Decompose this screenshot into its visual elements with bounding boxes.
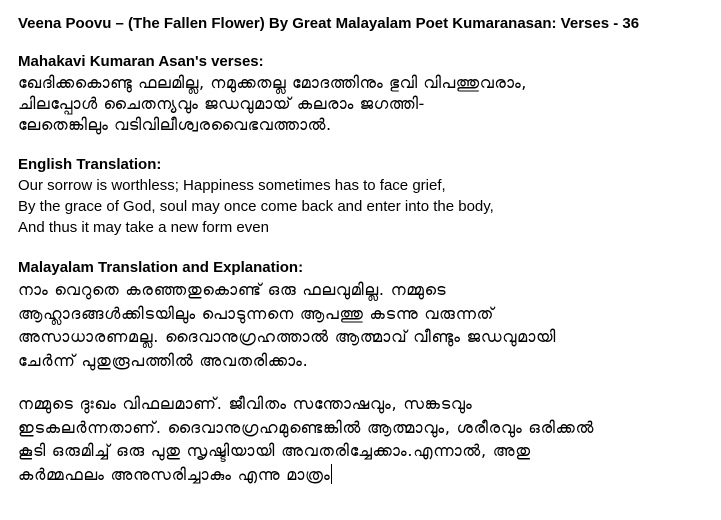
document-body — [18, 14, 713, 486]
malayalam-heading: Malayalam Translation and Explanation: — [18, 259, 304, 276]
english-translation-section — [18, 155, 713, 238]
verses-section — [18, 52, 713, 135]
document-title: Veena Poovu – (The Fallen Flower) By Great Malayalam Poet Kumaranasan: Verses - 36 — [18, 15, 640, 32]
english-heading: English Translation: — [18, 156, 162, 173]
explanation-line: ആഹ്ലാദങ്ങൾക്കിടയിലും പൊടുന്നനെ ആപത്തു കടന്നു വരുന്നത് — [18, 303, 495, 323]
translation-line: And thus it may take a new form even — [18, 219, 269, 236]
explanation-line: നാം വെറുതെ കരഞ്ഞതുകൊണ്ട് ഒരു ഫലവുമില്ല. നമ്മുടെ — [18, 280, 447, 299]
malayalam-explanation-section — [18, 258, 713, 486]
explanation-line: ചേർന്ന് പുതുരൂപത്തിൽ അവതരിക്കാം. — [18, 350, 309, 370]
explanation-line: അസാധാരണമല്ല. ദൈവാനുഗ്രഹത്താൽ ആത്മാവ് വീണ്ടും ജഡവുമായി — [18, 327, 557, 346]
text-cursor — [331, 464, 332, 484]
translation-line: By the grace of God, soul may once come back and enter into the body, — [18, 198, 494, 215]
explanation-line: ഇടകലർന്നതാണ്. ദൈവാനുഗ്രഹമുണ്ടെങ്കിൽ ആത്മാവും, ശരീരവും ഒരിക്കൽ — [18, 417, 595, 437]
spacer — [18, 135, 713, 155]
verses-heading: Mahakavi Kumaran Asan's verses: — [18, 53, 264, 70]
spacer — [18, 34, 713, 52]
spacer — [18, 238, 713, 258]
explanation-last-line[interactable] — [18, 463, 713, 487]
translation-line: Our sorrow is worthless; Happiness sometimes has to face grief, — [18, 177, 446, 194]
verse-line: ലേതെങ്കിലും വടിവിലീശ്വരവൈഭവത്താൽ. — [18, 115, 332, 134]
explanation-line: കൂടി ഒരുമിച്ച് ഒരു പുതു സൃഷ്ടിയായി അവതരിച്ചേക്കാം.എന്നാൽ, അതു — [18, 441, 531, 460]
spacer — [18, 372, 713, 392]
explanation-line: നമ്മുടെ ദുഃഖം വിഫലമാണ്. ജീവിതം സന്തോഷവും, സങ്കടവും — [18, 394, 473, 413]
verse-line: ചിലപ്പോൾ ചൈതന്യവും ജഡവുമായ് കലരാം ജഗത്തി- — [18, 94, 425, 113]
verse-line: ഖേദിക്കകൊണ്ടു ഫലമില്ല, നമുക്കതല്ല മോദത്തിനും ഭുവി വിപത്തുവരാം, — [18, 73, 527, 92]
explanation-line-text: കർമ്മഫലം അനുസരിച്ചാകും എന്നു മാത്രം — [18, 464, 331, 484]
